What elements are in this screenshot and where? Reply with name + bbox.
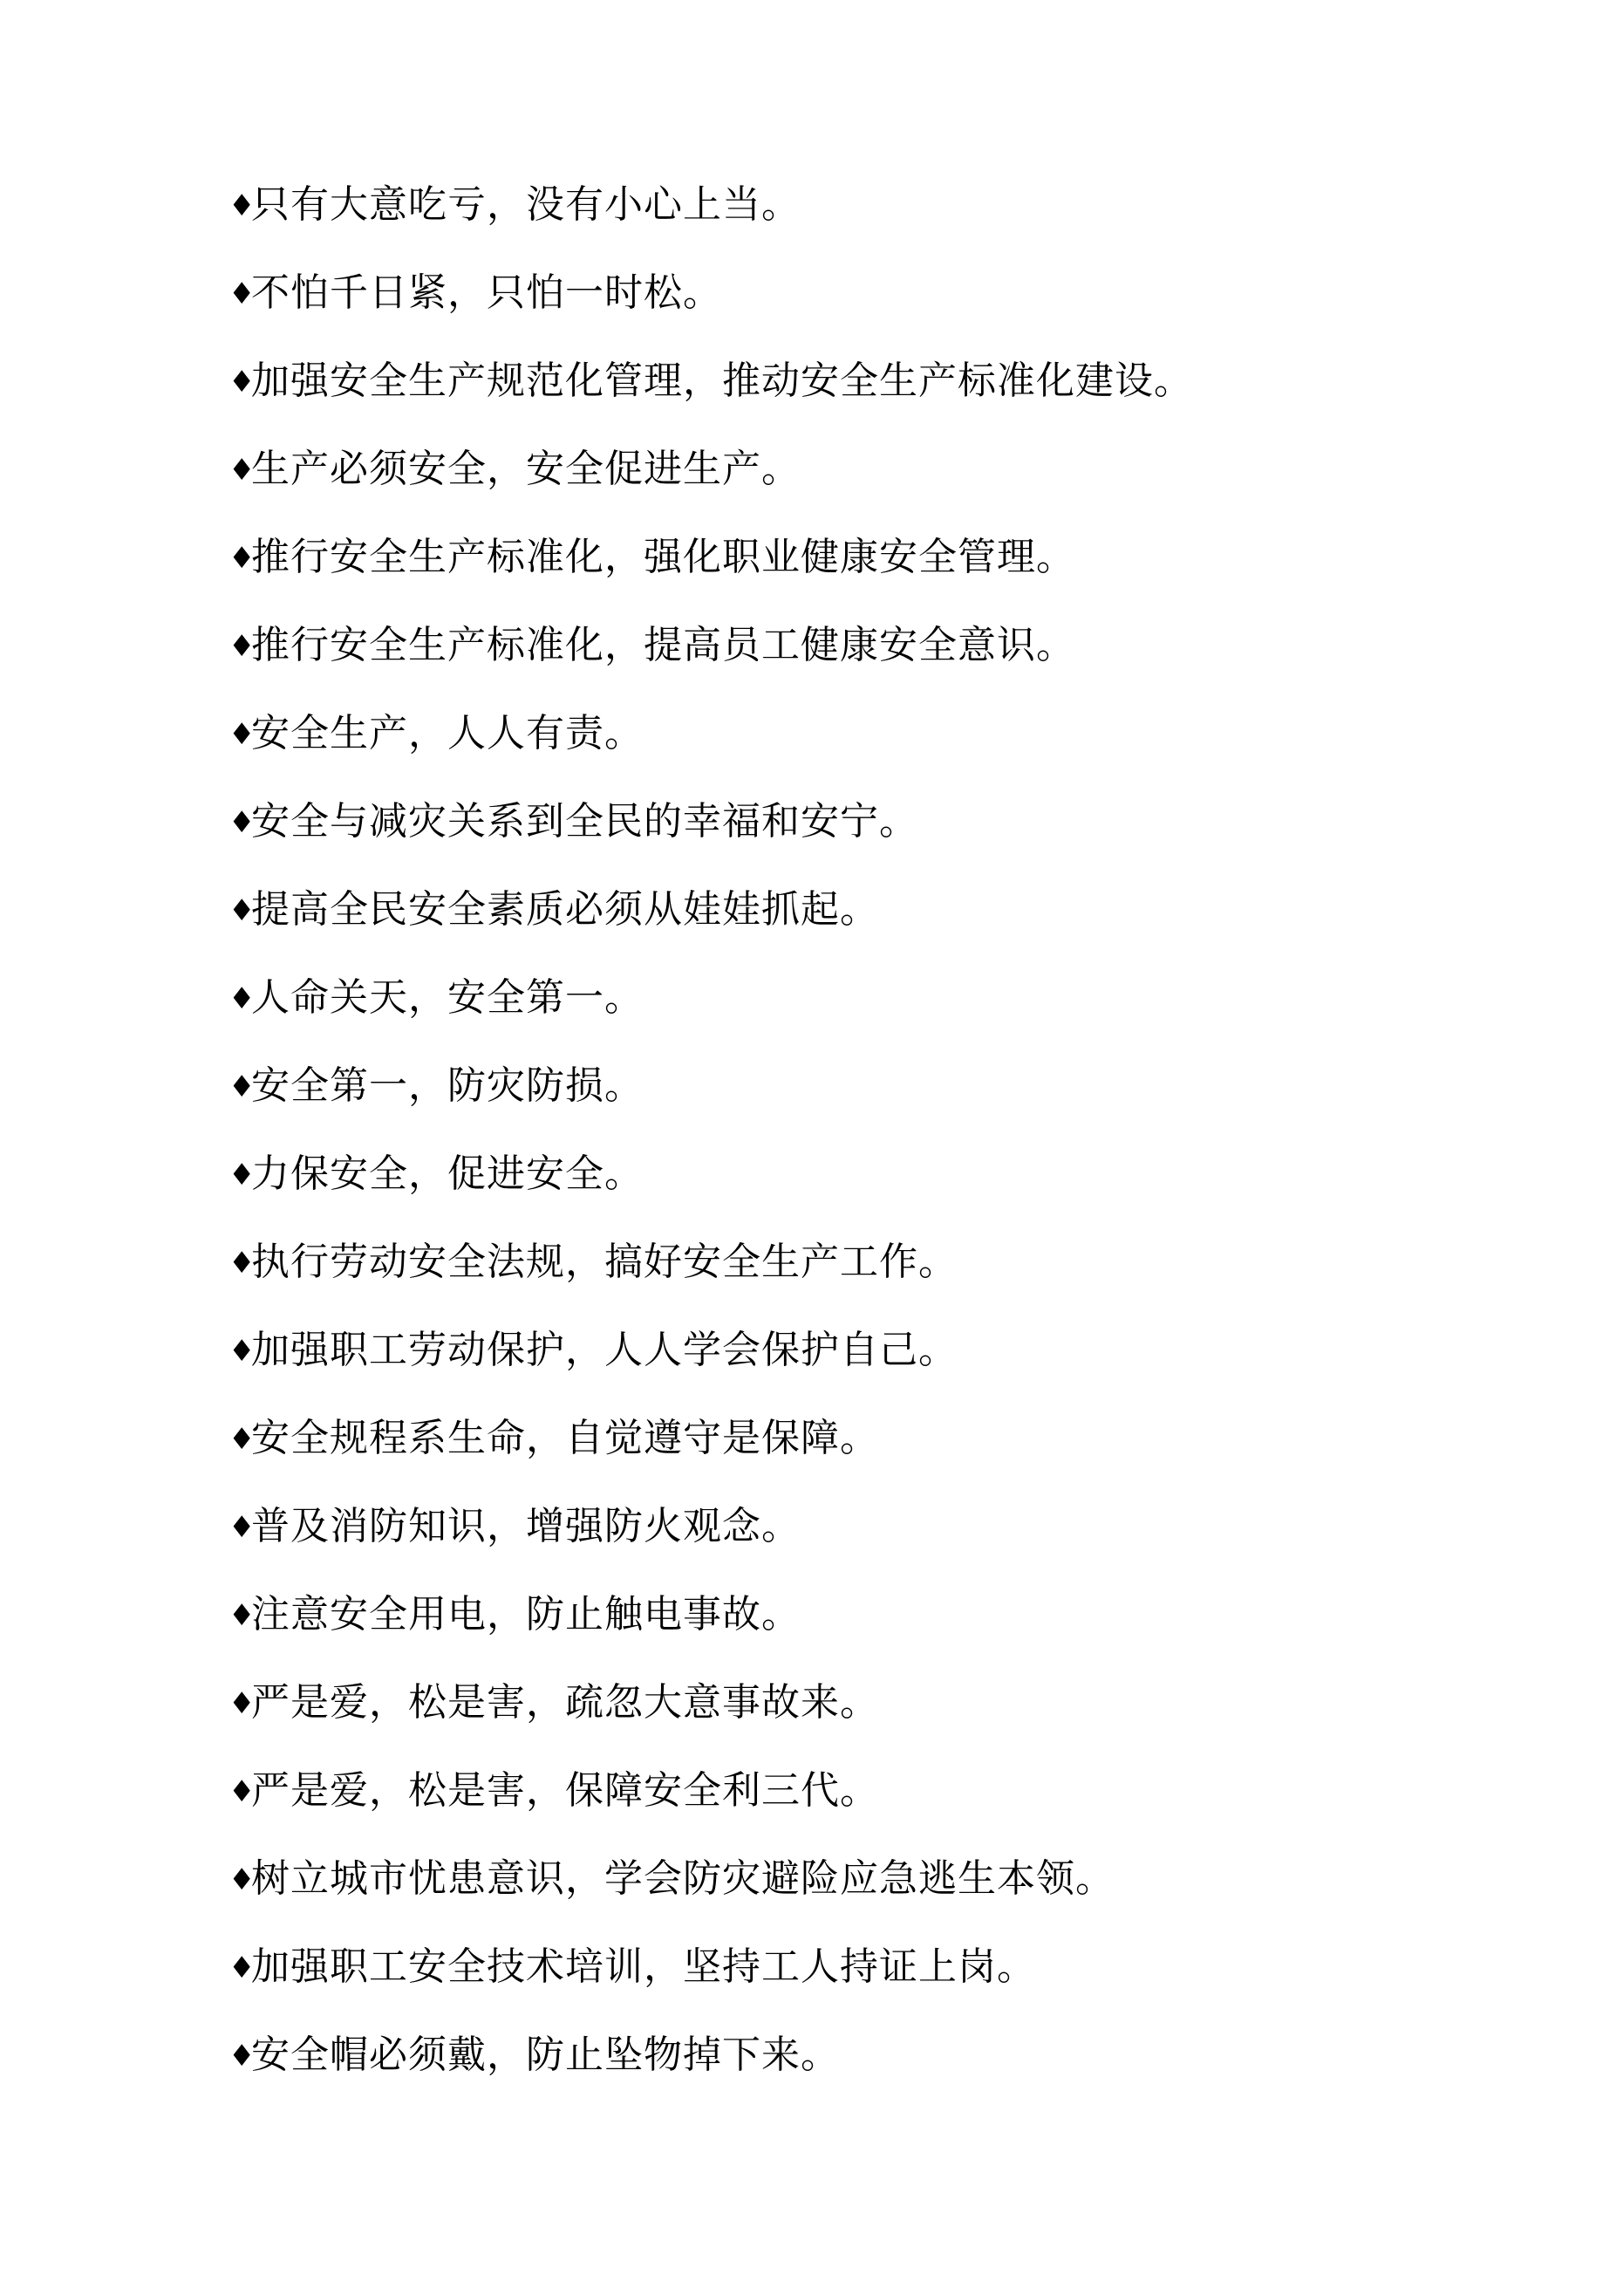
list-item: [228, 263, 1537, 351]
list-item: [228, 174, 1537, 263]
list-item: [228, 1760, 1537, 1848]
slogan-list: [228, 174, 1537, 2113]
diamond-bullet-icon: ♦: [228, 893, 256, 928]
slogan-text: 安全与减灾关系到全民的幸福和安宁。: [251, 799, 918, 844]
slogan-text: 安全帽必须戴，防止坠物掉下来。: [251, 2033, 840, 2077]
slogan-text: 生产必须安全，安全促进生产。: [251, 447, 801, 491]
slogan-text: 只有大意吃亏，没有小心上当。: [251, 182, 801, 227]
diamond-bullet-icon: ♦: [228, 541, 256, 576]
diamond-bullet-icon: ♦: [228, 1158, 256, 1192]
diamond-bullet-icon: ♦: [228, 277, 256, 311]
list-item: [228, 2025, 1537, 2113]
slogan-text: 树立城市忧患意识，学会防灾避险应急逃生本领。: [251, 1856, 1115, 1901]
diamond-bullet-icon: ♦: [228, 188, 256, 223]
diamond-bullet-icon: ♦: [228, 717, 256, 752]
list-item: [228, 967, 1537, 1056]
slogan-text: 严是爱，松是害，疏忽大意事故来。: [251, 1680, 879, 1725]
diamond-bullet-icon: ♦: [228, 1774, 256, 1809]
list-item: [228, 527, 1537, 615]
slogan-text: 人命关天，安全第一。: [251, 975, 644, 1020]
diamond-bullet-icon: ♦: [228, 1334, 256, 1369]
diamond-bullet-icon: ♦: [228, 1069, 256, 1104]
slogan-text: 加强职工劳动保护，人人学会保护自己。: [251, 1328, 958, 1372]
slogan-text: 不怕千日紧，只怕一时松。: [251, 270, 722, 315]
diamond-bullet-icon: ♦: [228, 453, 256, 488]
diamond-bullet-icon: ♦: [228, 1422, 256, 1457]
diamond-bullet-icon: ♦: [228, 629, 256, 664]
list-item: [228, 1408, 1537, 1496]
diamond-bullet-icon: ♦: [228, 981, 256, 1016]
list-item: [228, 439, 1537, 527]
slogan-text: 安全生产，人人有责。: [251, 711, 644, 755]
diamond-bullet-icon: ♦: [228, 805, 256, 840]
list-item: [228, 351, 1537, 439]
list-item: [228, 1848, 1537, 1937]
list-item: [228, 703, 1537, 791]
diamond-bullet-icon: ♦: [228, 1951, 256, 1985]
diamond-bullet-icon: ♦: [228, 365, 256, 400]
list-item: [228, 1320, 1537, 1408]
slogan-text: 提高全民安全素质必须从娃娃抓起。: [251, 887, 879, 932]
slogan-text: 加强职工安全技术培训，坚持工人持证上岗。: [251, 1944, 1036, 1989]
diamond-bullet-icon: ♦: [228, 1686, 256, 1721]
list-item: [228, 615, 1537, 703]
diamond-bullet-icon: ♦: [228, 1862, 256, 1897]
list-item: [228, 1584, 1537, 1672]
diamond-bullet-icon: ♦: [228, 1510, 256, 1545]
list-item: [228, 1496, 1537, 1584]
diamond-bullet-icon: ♦: [228, 1246, 256, 1281]
list-item: [228, 791, 1537, 879]
slogan-text: 执行劳动安全法规，搞好安全生产工作。: [251, 1240, 958, 1284]
list-item: [228, 1937, 1537, 2025]
slogan-text: 严是爱，松是害，保障安全利三代。: [251, 1768, 879, 1813]
slogan-text: 安全第一，防灾防损。: [251, 1063, 644, 1108]
list-item: [228, 879, 1537, 967]
slogan-text: 推行安全生产标准化，强化职业健康安全管理。: [251, 535, 1075, 579]
list-item: [228, 1056, 1537, 1144]
slogan-text: 普及消防知识，增强防火观念。: [251, 1504, 801, 1548]
slogan-text: 推行安全生产标准化，提高员工健康安全意识。: [251, 623, 1075, 667]
diamond-bullet-icon: ♦: [228, 2039, 256, 2074]
slogan-text: 加强安全生产规范化管理，推动安全生产标准化建设。: [251, 359, 1193, 403]
slogan-text: 力保安全，促进安全。: [251, 1151, 644, 1196]
diamond-bullet-icon: ♦: [228, 1598, 256, 1633]
slogan-text: 注意安全用电，防止触电事故。: [251, 1592, 801, 1637]
list-item: [228, 1672, 1537, 1760]
list-item: [228, 1232, 1537, 1320]
list-item: [228, 1144, 1537, 1232]
slogan-text: 安全规程系生命，自觉遵守是保障。: [251, 1416, 879, 1460]
